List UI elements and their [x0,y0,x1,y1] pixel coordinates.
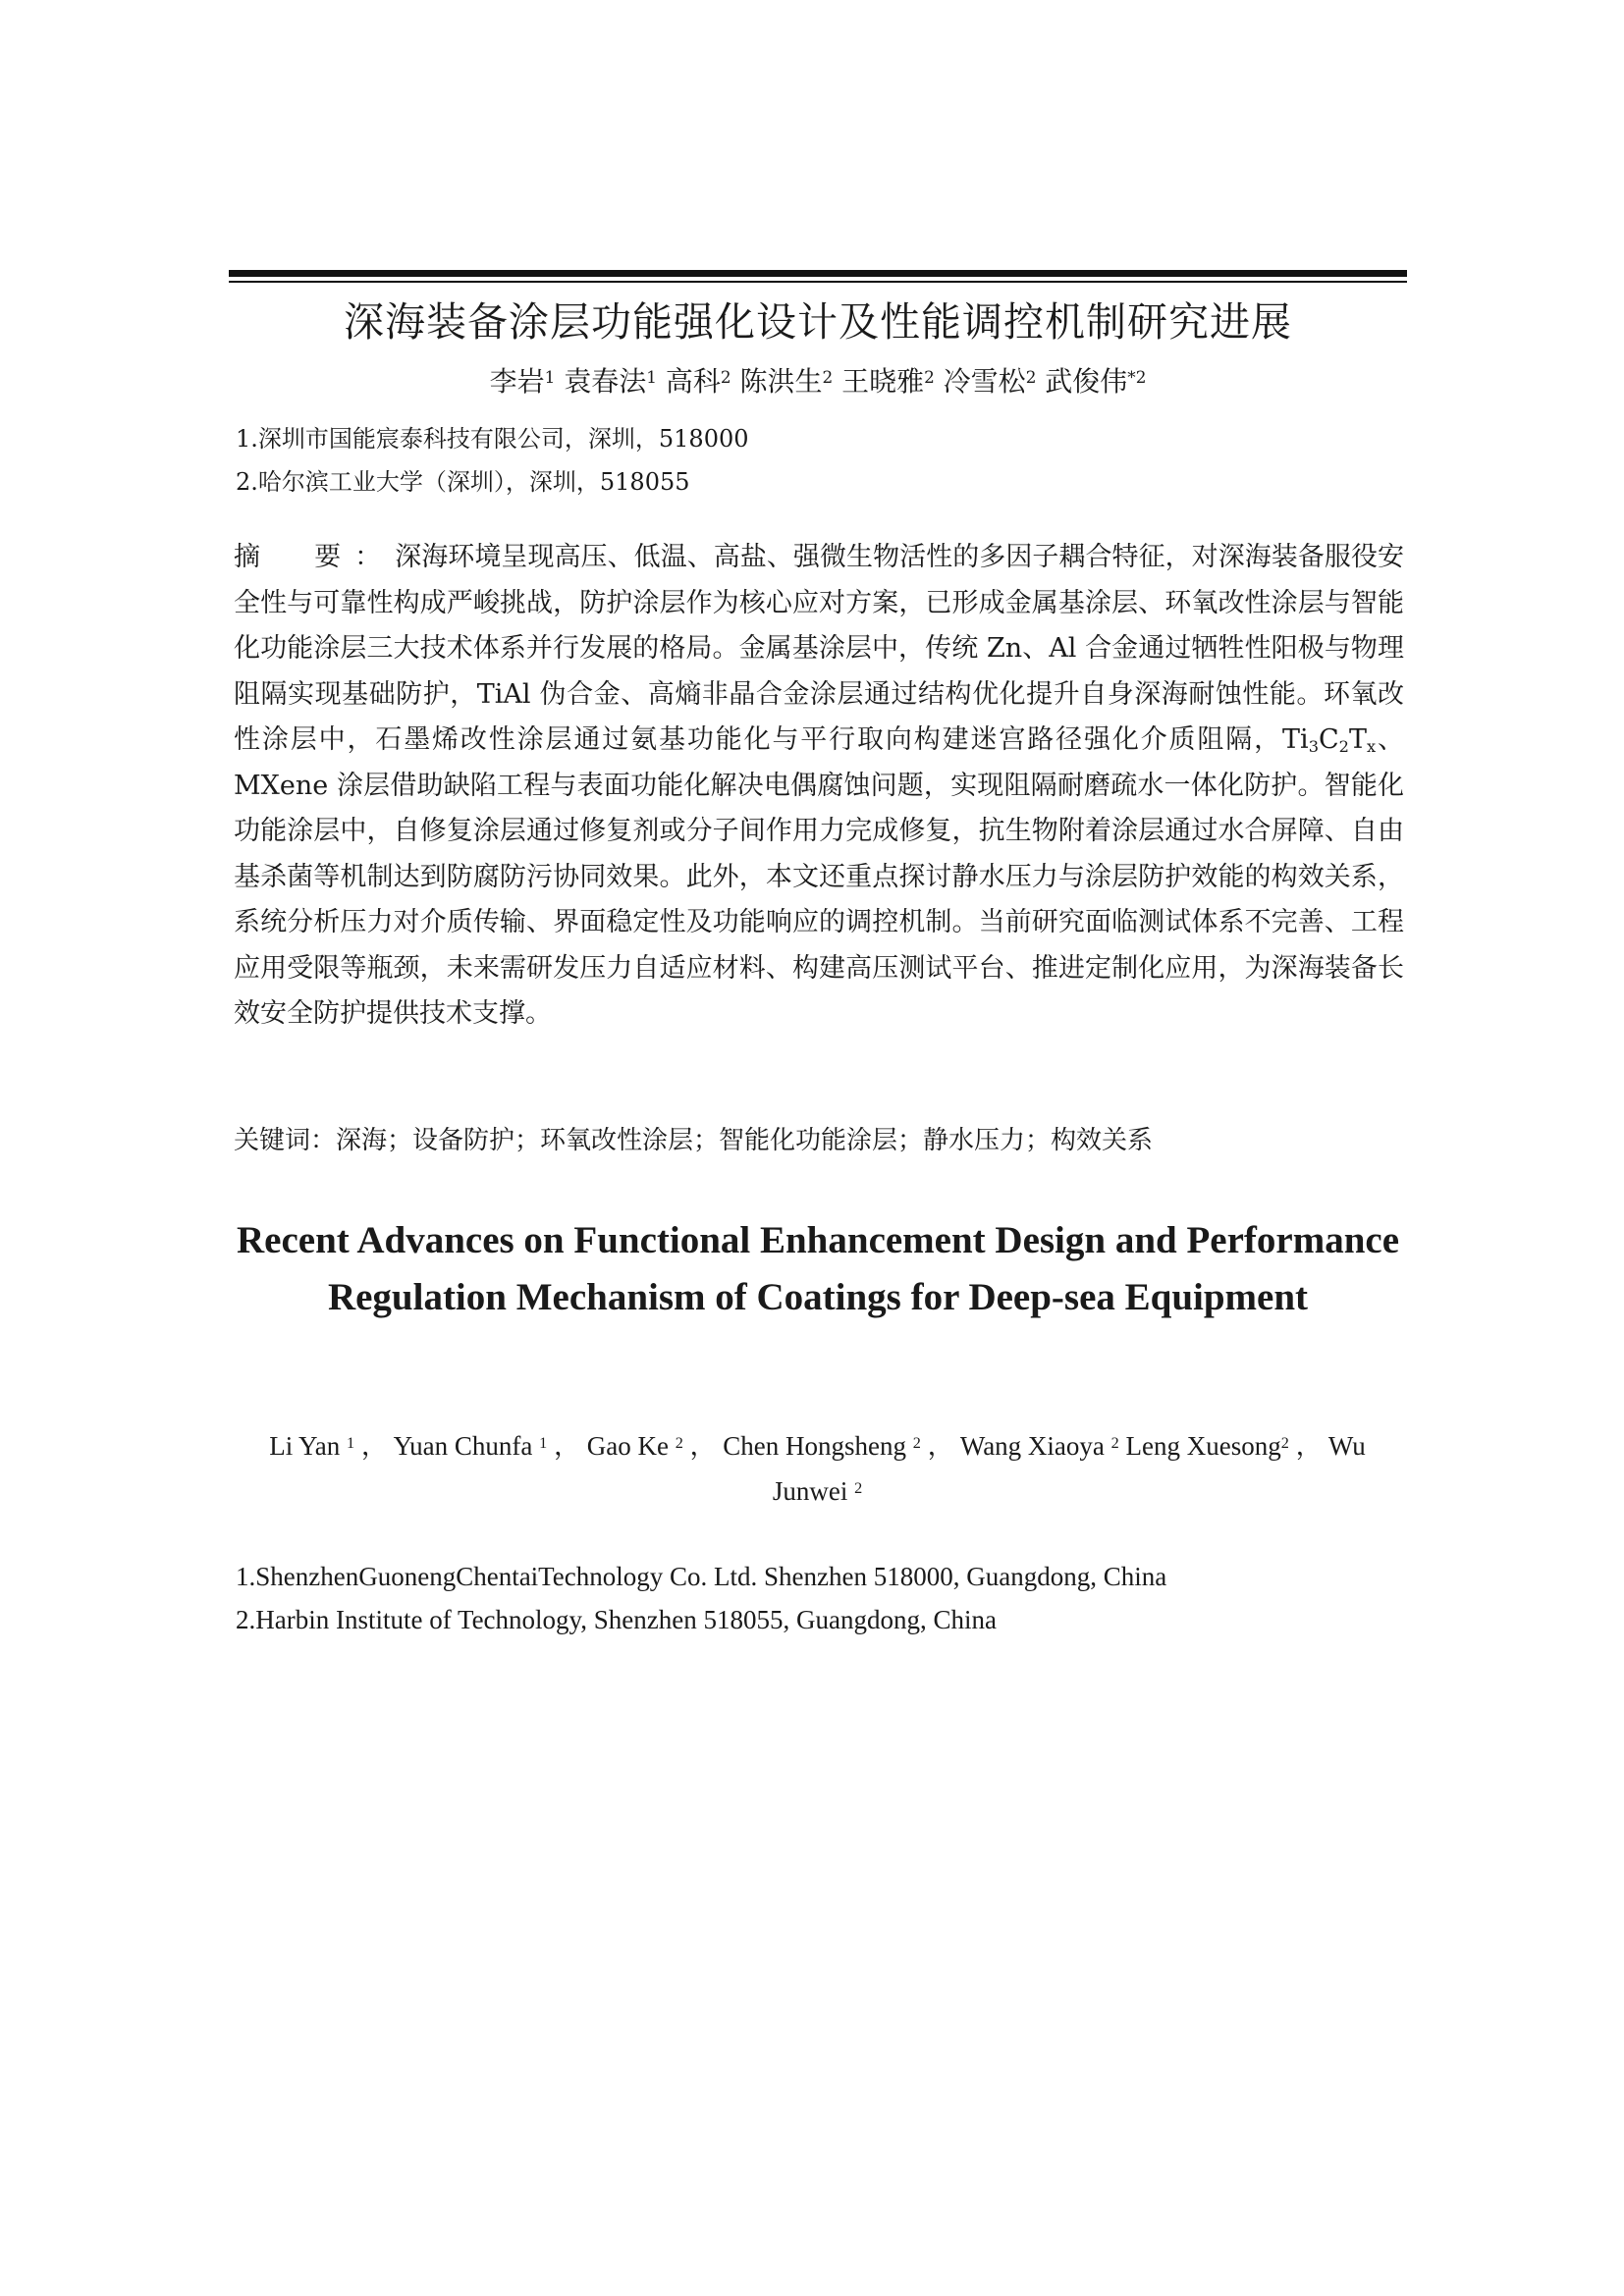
english-authors [265,1423,1370,1514]
formula-sub: 3 [1308,737,1319,757]
author-en-affiliation-mark: 2 [675,1433,683,1452]
keywords-text: 深海；设备防护；环氧改性涂层；智能化功能涂层；静水压力；构效关系 [336,1126,1154,1155]
author-en: Yuan Chunfa [393,1431,533,1461]
author-en-affiliation-mark: 2 [1280,1433,1289,1452]
abstract-label: 摘 要： [234,542,396,572]
author-en-affiliation-mark: 2 [1110,1433,1119,1452]
author-cn-affiliation-mark: 2 [822,367,834,388]
formula-sub: 2 [1338,737,1349,757]
author-separator: ， [553,1431,580,1461]
author-cn: 冷雪松 [943,365,1026,398]
chinese-keywords [234,1121,1404,1160]
author-separator: ， [360,1431,388,1461]
author-en: Li Yan [269,1431,341,1461]
formula-sub: x [1367,737,1377,757]
author-separator: ， [927,1431,954,1461]
author-cn-affiliation-mark: 2 [720,367,731,388]
keywords-label: 关键词： [234,1126,337,1155]
author-separator: ， [1295,1431,1323,1461]
author-cn-affiliation-mark: 1 [646,367,657,388]
author-en-affiliation-mark: 2 [854,1478,863,1497]
english-affiliation-1: 1.ShenzhenGuonengChentaiTechnology Co. Ltd. Shenzhen 518000, Guangdong, China [236,1562,1167,1591]
formula-t: T [1348,724,1367,755]
author-en-affiliation-mark: 2 [912,1433,921,1452]
author-en: Wu Junwei [772,1431,1366,1506]
author-cn: 武俊伟 [1045,365,1128,398]
author-cn: 李岩 [489,365,545,398]
author-en-affiliation-mark: 1 [347,1433,355,1452]
author-cn-affiliation-mark: 1 [544,367,556,388]
author-en: Leng Xuesong [1125,1431,1281,1461]
header-rule-thick [229,270,1407,277]
chinese-affiliation-2: 2.哈尔滨工业大学（深圳），深圳，518055 [236,468,690,496]
english-title: Recent Advances on Functional Enhancement Design and Performance Regulation Mechanism of Coatings for Deep-sea Equipment [236,1219,1400,1318]
abstract-text-part2: 、MXene 涂层借助缺陷工程与表面功能化解决电偶腐蚀问题，实现阻隔耐磨疏水一体化防护。智能化功能涂层中，自修复涂层通过修复剂或分子间作用力完成修复，抗生物附着涂层通过水合屏障、自由基杀菌等机制达到防腐防污协同效果。此外，本文还重点探讨静水压力与涂层防护效能的构效关系，系统分析压力对介质传输、界面稳定性及功能响应的调控机制。当前研究面临测试体系不完善、工程应用受限等瓶颈，未来需研发压力自适应材料、构建高压测试平台、推进定制化应用，为深海装备长效安全防护提供技术支撑。 [234,724,1405,1029]
author-en-affiliation-mark: 1 [539,1433,548,1452]
chinese-abstract [234,535,1404,1038]
chinese-affiliation-1: 1.深圳市国能宸泰科技有限公司，深圳，518000 [236,425,749,453]
author-cn: 袁春法 [564,365,647,398]
author-cn: 王晓雅 [841,365,925,398]
author-en: Wang Xiaoya [959,1431,1105,1461]
formula-c: C [1319,724,1339,755]
abstract-text-part1: 深海环境呈现高压、低温、高盐、强微生物活性的多因子耦合特征，对深海装备服役安全性与可靠性构成严峻挑战，防护涂层作为核心应对方案，已形成金属基涂层、环氧改性涂层与智能化功能涂层三大技术体系并行发展的格局。金属基涂层中，传统 Zn、Al 合金通过牺牲性阳极与物理阻隔实现基础防护，TiAl 伪合金、高熵非晶合金涂层通过结构优化提升自身深海耐蚀性能。环氧改性涂层中，石墨烯改性涂层通过氨基功能化与平行取向构建迷宫路径强化介质阻隔， [234,542,1405,755]
author-cn-affiliation-mark: 2 [924,367,935,388]
chinese-authors [229,361,1407,402]
header-rule-thin [229,281,1407,283]
formula-ti: Ti [1282,724,1309,755]
author-cn: 高科 [665,365,721,398]
author-cn-affiliation-mark: 2 [1025,367,1037,388]
author-cn: 陈洪生 [739,365,823,398]
author-cn-affiliation-mark: *2 [1127,367,1147,388]
author-en: Gao Ke [586,1431,669,1461]
author-en: Chen Hongsheng [723,1431,907,1461]
chinese-title: 深海装备涂层功能强化设计及性能调控机制研究进展 [344,298,1292,346]
author-separator: ， [689,1431,717,1461]
english-affiliation-2: 2.Harbin Institute of Technology, Shenzhen 518055, Guangdong, China [236,1605,997,1634]
